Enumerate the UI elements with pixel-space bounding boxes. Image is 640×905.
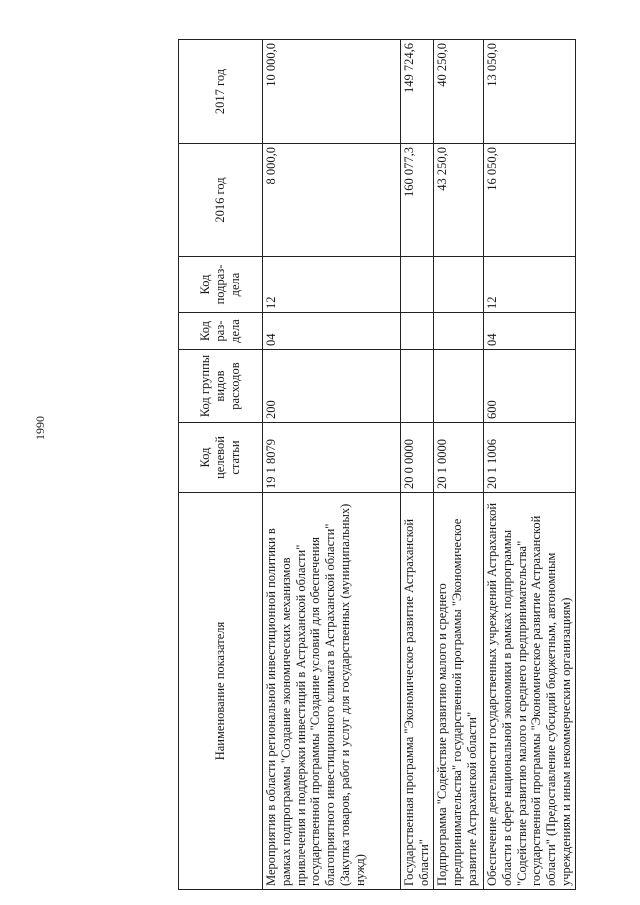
cell-rz: [401, 313, 434, 350]
page-number: 1990: [33, 416, 47, 440]
table-row: [434, 40, 484, 890]
table-row: [263, 40, 401, 890]
cell-2016: 8 000,0: [263, 144, 401, 257]
cell-csr: 20 0 0000: [401, 423, 434, 493]
cell-pr: [434, 257, 484, 313]
cell-pr: [401, 257, 434, 313]
cell-csr: 20 1 0000: [434, 423, 484, 493]
cell-vr: [434, 350, 484, 423]
cell-csr: 20 1 1006: [484, 423, 576, 493]
cell-pr: 12: [484, 257, 576, 313]
header-pr: Код подраз-дела: [179, 257, 263, 313]
cell-2017: 40 250,0: [434, 40, 484, 144]
cell-2017: 13 050,0: [484, 40, 576, 144]
header-2016: 2016 год: [179, 144, 263, 257]
cell-rz: 04: [263, 313, 401, 350]
table-row: [484, 40, 576, 890]
cell-rz: [434, 313, 484, 350]
cell-2016: 43 250,0: [434, 144, 484, 257]
header-rz: Код раз-дела: [179, 313, 263, 350]
cell-vr: 200: [263, 350, 401, 423]
cell-rz: 04: [484, 313, 576, 350]
header-2017: 2017 год: [179, 40, 263, 144]
cell-vr: 600: [484, 350, 576, 423]
cell-csr: 19 1 8079: [263, 423, 401, 493]
header-csr: Код целевой статьи: [179, 423, 263, 493]
table-row: [401, 40, 434, 890]
budget-table: [178, 39, 576, 890]
cell-pr: 12: [263, 257, 401, 313]
cell-name: Подпрограмма "Содействие развитию малого и среднего предпринимательства" государственной программы "Экономическое развитие Астраханской области": [434, 493, 484, 890]
cell-2017: 10 000,0: [263, 40, 401, 144]
cell-2016: 16 050,0: [484, 144, 576, 257]
cell-2016: 160 077,3: [401, 144, 434, 257]
budget-table-rotated: [178, 40, 573, 890]
header-name: Наименование показателя: [179, 493, 263, 890]
header-vr: Код группы видов расходов: [179, 350, 263, 423]
cell-name: Мероприятия в области региональной инвестиционной политики в рамках подпрограммы "Создание экономических механизмов привлечения и поддержки инвестиций в Астраханской области" государственной программы "Создание условий для обеспечения благоприятного инвестиционного климата в Астраханской области" (Закупка товаров, работ и услуг для государственных (муниципальных) нужд): [263, 493, 401, 890]
cell-name: Обеспечение деятельности государственных учреждений Астраханской области в сфере национальной экономики в рамках подпрограммы "Содействие развитию малого и среднего предпринимательства" государственной программы "Экономическое развитие Астраханской области" (Предоставление субсидий бюджетным, автономным учреждениям и иным некоммерческим организациям): [484, 493, 576, 890]
cell-vr: [401, 350, 434, 423]
cell-2017: 149 724,6: [401, 40, 434, 144]
table-header-row: [179, 40, 263, 890]
cell-name: Государственная программа "Экономическое развитие Астраханской области": [401, 493, 434, 890]
